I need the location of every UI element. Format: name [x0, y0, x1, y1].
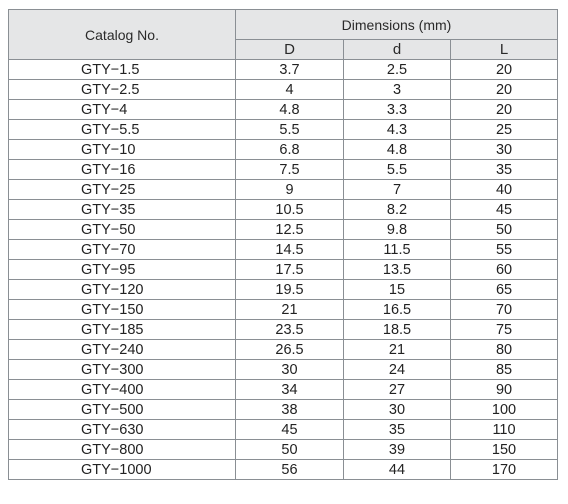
table-row: [9, 160, 558, 180]
table-row: [9, 140, 558, 160]
column-header-d: d: [344, 40, 451, 60]
length-cell: 55: [451, 240, 558, 260]
catalog-cell: GTY−2.5: [9, 80, 236, 100]
length-cell: 110: [451, 420, 558, 440]
table-body: [9, 60, 558, 480]
inner-diameter-cell: 2.5: [344, 60, 451, 80]
outer-diameter-cell: 45: [236, 420, 344, 440]
catalog-cell: GTY−400: [9, 380, 236, 400]
inner-diameter-cell: 35: [344, 420, 451, 440]
outer-diameter-cell: 30: [236, 360, 344, 380]
catalog-cell: GTY−16: [9, 160, 236, 180]
catalog-cell: GTY−5.5: [9, 120, 236, 140]
outer-diameter-cell: 6.8: [236, 140, 344, 160]
catalog-cell: GTY−300: [9, 360, 236, 380]
catalog-cell: GTY−4: [9, 100, 236, 120]
catalog-cell: GTY−800: [9, 440, 236, 460]
inner-diameter-cell: 44: [344, 460, 451, 480]
table-row: [9, 340, 558, 360]
outer-diameter-cell: 56: [236, 460, 344, 480]
outer-diameter-cell: 14.5: [236, 240, 344, 260]
catalog-cell: GTY−10: [9, 140, 236, 160]
column-header-D: D: [236, 40, 344, 60]
length-cell: 20: [451, 60, 558, 80]
table-row: [9, 260, 558, 280]
length-cell: 50: [451, 220, 558, 240]
dimensions-table: [8, 9, 558, 480]
inner-diameter-cell: 3.3: [344, 100, 451, 120]
table-row: [9, 180, 558, 200]
length-cell: 20: [451, 100, 558, 120]
length-cell: 85: [451, 360, 558, 380]
header-row-group: [9, 10, 558, 40]
length-cell: 40: [451, 180, 558, 200]
table-row: [9, 280, 558, 300]
catalog-cell: GTY−70: [9, 240, 236, 260]
inner-diameter-cell: 27: [344, 380, 451, 400]
table-row: [9, 300, 558, 320]
table-row: [9, 80, 558, 100]
outer-diameter-cell: 10.5: [236, 200, 344, 220]
catalog-cell: GTY−120: [9, 280, 236, 300]
table-row: [9, 240, 558, 260]
outer-diameter-cell: 4: [236, 80, 344, 100]
table-row: [9, 440, 558, 460]
catalog-cell: GTY−50: [9, 220, 236, 240]
table-row: [9, 320, 558, 340]
length-cell: 70: [451, 300, 558, 320]
catalog-cell: GTY−630: [9, 420, 236, 440]
inner-diameter-cell: 18.5: [344, 320, 451, 340]
outer-diameter-cell: 50: [236, 440, 344, 460]
length-cell: 80: [451, 340, 558, 360]
length-cell: 25: [451, 120, 558, 140]
inner-diameter-cell: 4.3: [344, 120, 451, 140]
catalog-cell: GTY−150: [9, 300, 236, 320]
outer-diameter-cell: 38: [236, 400, 344, 420]
inner-diameter-cell: 39: [344, 440, 451, 460]
inner-diameter-cell: 15: [344, 280, 451, 300]
catalog-cell: GTY−35: [9, 200, 236, 220]
outer-diameter-cell: 21: [236, 300, 344, 320]
length-cell: 60: [451, 260, 558, 280]
inner-diameter-cell: 4.8: [344, 140, 451, 160]
inner-diameter-cell: 30: [344, 400, 451, 420]
length-cell: 90: [451, 380, 558, 400]
table-header: [9, 10, 558, 60]
inner-diameter-cell: 24: [344, 360, 451, 380]
inner-diameter-cell: 7: [344, 180, 451, 200]
outer-diameter-cell: 5.5: [236, 120, 344, 140]
outer-diameter-cell: 23.5: [236, 320, 344, 340]
dimensions-group-header: Dimensions (mm): [236, 10, 558, 40]
table-row: [9, 100, 558, 120]
inner-diameter-cell: 8.2: [344, 200, 451, 220]
outer-diameter-cell: 12.5: [236, 220, 344, 240]
inner-diameter-cell: 9.8: [344, 220, 451, 240]
length-cell: 30: [451, 140, 558, 160]
length-cell: 75: [451, 320, 558, 340]
catalog-cell: GTY−25: [9, 180, 236, 200]
table-row: [9, 460, 558, 480]
length-cell: 170: [451, 460, 558, 480]
table-row: [9, 120, 558, 140]
length-cell: 45: [451, 200, 558, 220]
catalog-cell: GTY−185: [9, 320, 236, 340]
outer-diameter-cell: 4.8: [236, 100, 344, 120]
inner-diameter-cell: 16.5: [344, 300, 451, 320]
length-cell: 35: [451, 160, 558, 180]
length-cell: 65: [451, 280, 558, 300]
length-cell: 100: [451, 400, 558, 420]
catalog-cell: GTY−1000: [9, 460, 236, 480]
table-row: [9, 400, 558, 420]
catalog-cell: GTY−500: [9, 400, 236, 420]
catalog-cell: GTY−95: [9, 260, 236, 280]
table-row: [9, 200, 558, 220]
table-row: [9, 360, 558, 380]
catalog-cell: GTY−240: [9, 340, 236, 360]
inner-diameter-cell: 11.5: [344, 240, 451, 260]
outer-diameter-cell: 34: [236, 380, 344, 400]
outer-diameter-cell: 19.5: [236, 280, 344, 300]
column-header-L: L: [451, 40, 558, 60]
outer-diameter-cell: 7.5: [236, 160, 344, 180]
length-cell: 150: [451, 440, 558, 460]
outer-diameter-cell: 3.7: [236, 60, 344, 80]
outer-diameter-cell: 9: [236, 180, 344, 200]
inner-diameter-cell: 21: [344, 340, 451, 360]
table-row: [9, 60, 558, 80]
table-row: [9, 220, 558, 240]
inner-diameter-cell: 13.5: [344, 260, 451, 280]
inner-diameter-cell: 5.5: [344, 160, 451, 180]
length-cell: 20: [451, 80, 558, 100]
catalog-cell: GTY−1.5: [9, 60, 236, 80]
inner-diameter-cell: 3: [344, 80, 451, 100]
outer-diameter-cell: 17.5: [236, 260, 344, 280]
catalog-column-header: Catalog No.: [9, 10, 236, 60]
table-row: [9, 420, 558, 440]
outer-diameter-cell: 26.5: [236, 340, 344, 360]
table-row: [9, 380, 558, 400]
